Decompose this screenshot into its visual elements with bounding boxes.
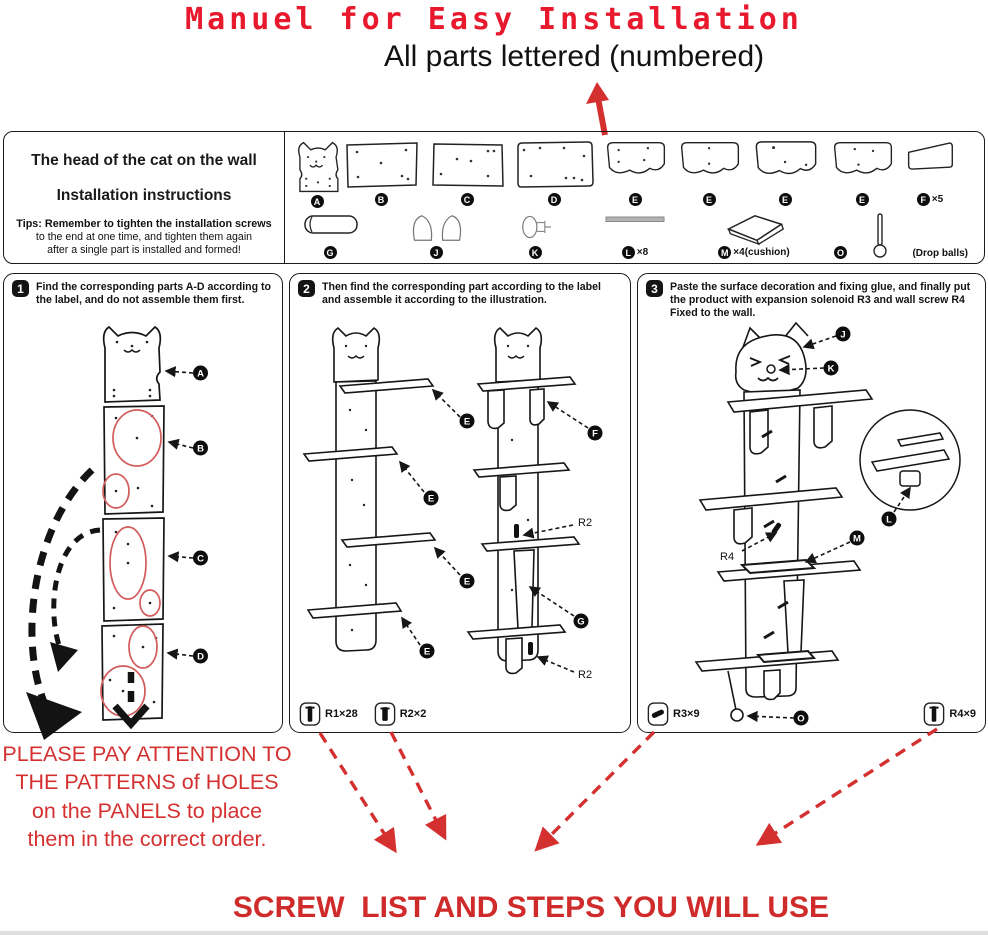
part-badge-k: K [529, 246, 542, 259]
part-badge-e4: E [856, 193, 869, 206]
drop-ball-icon [869, 212, 891, 259]
shelf-icon [678, 139, 742, 183]
step3-panel [637, 273, 986, 733]
part-label [718, 246, 789, 259]
part-badge-m: M [718, 246, 731, 259]
step1-instruction: Find the corresponding parts A-D according to the label, and do not assemble them first. [36, 281, 272, 307]
instructions-box [4, 132, 284, 263]
part-badge-l: L [622, 246, 635, 259]
label-badge-e3 [460, 574, 475, 589]
part-label [430, 246, 445, 259]
part-item-c [428, 139, 508, 206]
part-badge-g: G [324, 246, 337, 259]
step2-r2-top-label: R2 [578, 517, 593, 529]
label-badge-l [882, 512, 897, 527]
svg-text:A: A [197, 368, 204, 380]
part-label [629, 193, 644, 206]
shelf-icon [604, 139, 668, 183]
part-item-l [592, 212, 678, 259]
part-item-o [834, 212, 968, 259]
part-badge-e2: E [703, 193, 716, 206]
part-badge-e1: E [629, 193, 642, 206]
part-qty: (Drop balls) [912, 248, 968, 259]
part-label [779, 193, 794, 206]
panel-icon [430, 139, 506, 189]
label-badge-e4 [420, 644, 435, 659]
cylinder-icon [299, 212, 363, 238]
panel-icon [514, 139, 596, 189]
screw-r3-label: R3×9 [673, 708, 700, 720]
step2-illustration [290, 320, 630, 702]
instructions-heading: The head of the cat on the wall [31, 152, 257, 169]
tips-line3: after a single part is installed and formed! [47, 244, 241, 257]
svg-text:E: E [463, 416, 471, 428]
tips-line2: to the end at one time, and tighten them again [35, 231, 253, 244]
label-badge-j [836, 327, 851, 342]
part-label [548, 193, 563, 206]
step3-number-badge: 3 [646, 280, 663, 297]
label-badge-e2 [424, 491, 439, 506]
screw-glyph-bottom [528, 642, 533, 655]
part-badge-a: A [311, 195, 324, 208]
screw-r1-label: R1×28 [325, 708, 358, 720]
svg-text:E: E [427, 493, 435, 505]
part-item-e1 [602, 139, 670, 206]
shelf-icon [831, 139, 895, 183]
inset-detail [860, 410, 960, 510]
part-qty: ×5 [931, 194, 944, 205]
flat-bar-icon [602, 212, 668, 226]
label-badge-f [588, 426, 603, 441]
warning-line-2: THE PATTERNS of HOLES [15, 770, 279, 795]
label-badge-g [574, 614, 589, 629]
svg-text:F: F [592, 428, 598, 440]
svg-text:J: J [840, 329, 846, 341]
part-label [529, 246, 544, 259]
shelf-icon [752, 139, 820, 183]
part-label [375, 193, 390, 206]
warning-text [2, 740, 292, 854]
svg-text:B: B [197, 443, 204, 455]
step1-illustration [4, 320, 282, 730]
part-label [622, 246, 648, 259]
label-badge-a [193, 366, 208, 381]
part-item-e3 [750, 139, 822, 206]
cat-head-panel-icon [292, 139, 344, 195]
part-badge-o: O [834, 246, 847, 259]
svg-text:C: C [197, 553, 204, 565]
bracket-icon [904, 139, 956, 175]
parts-overview-box [3, 131, 985, 264]
step2-panel [289, 273, 631, 733]
svg-text:E: E [423, 646, 431, 658]
bottom-edge-strip [0, 931, 988, 935]
step1-panel [3, 273, 283, 733]
step1-number-badge: 1 [12, 280, 29, 297]
step2-instruction: Then find the corresponding part according to the label and assemble it according to the illustration. [322, 281, 601, 307]
svg-text:M: M [853, 533, 861, 545]
knob-icon [516, 212, 556, 242]
step2-number-badge: 2 [298, 280, 315, 297]
cat-ears-icon [405, 212, 469, 244]
right-tower [468, 328, 579, 673]
label-badge-k [824, 361, 839, 376]
warning-line-3: on the PANELS to place [31, 798, 263, 823]
part-badge-d: D [548, 193, 561, 206]
tips-line1: Tips: Remember to tighten the installation screws [16, 218, 272, 230]
label-leaders [166, 371, 193, 656]
cushion-icon [719, 212, 789, 246]
tips-text [4, 218, 284, 257]
footer-title: SCREW LIST AND STEPS YOU WILL USE [232, 891, 830, 924]
part-item-j [402, 212, 472, 259]
svg-text:K: K [827, 363, 835, 375]
small-arrowhead [50, 642, 78, 672]
svg-text:D: D [197, 651, 204, 663]
part-label [461, 193, 476, 206]
red-up-arrow-icon [583, 80, 619, 138]
part-badge-b: B [375, 193, 388, 206]
part-label [856, 193, 871, 206]
label-badge-m [850, 531, 865, 546]
step3-r4-label: R4 [720, 551, 735, 563]
part-item-e2 [676, 139, 744, 206]
label-badge-b [193, 441, 208, 456]
part-item-e4 [828, 139, 898, 206]
part-label [703, 193, 718, 206]
screw-r2-label: R2×2 [399, 708, 427, 720]
step3-instruction: Paste the surface decoration and fixing glue, and finally put the product with expansion solenoid R3 and wall screw R4 Fixed to the wall. [670, 281, 971, 320]
left-tower [304, 328, 435, 651]
part-item-m [694, 212, 814, 259]
part-qty: ×4(cushion) [733, 247, 790, 258]
part-badge-e3: E [779, 193, 792, 206]
warning-line-1: PLEASE PAY ATTENTION TO [2, 742, 292, 766]
box-divider [284, 132, 285, 263]
warning-line-4: them in the correct order. [27, 827, 267, 852]
part-badge-j: J [430, 246, 443, 259]
part-badge-c: C [461, 193, 474, 206]
svg-text:O: O [797, 713, 805, 725]
screw-r4-label: R4×9 [949, 708, 976, 720]
part-label [311, 195, 326, 208]
part-item-f [900, 139, 960, 206]
part-label [324, 246, 339, 259]
part-qty: ×8 [636, 247, 649, 258]
label-badge-c [193, 551, 208, 566]
left-tower-leaders [400, 390, 460, 645]
part-item-b [342, 139, 422, 206]
finished-tower [696, 323, 872, 699]
part-item-g [296, 212, 366, 259]
step2-r2-bottom-label: R2 [578, 669, 593, 681]
part-item-d [512, 139, 598, 206]
label-badge-e1 [460, 414, 475, 429]
svg-text:G: G [577, 616, 585, 628]
part-badge-f: F [917, 193, 930, 206]
label-badge-d [193, 649, 208, 664]
page-subtitle: All parts lettered (numbered) [384, 40, 765, 73]
page-title: Manuel for Easy Installation [185, 2, 803, 37]
svg-text:E: E [463, 576, 471, 588]
cat-nose [767, 365, 775, 373]
svg-text:L: L [886, 514, 892, 526]
parts-list [286, 132, 984, 263]
instructions-subheading: Installation instructions [56, 187, 232, 204]
part-item-k [508, 212, 564, 259]
panel-icon [344, 139, 420, 189]
part-label [917, 193, 943, 206]
screw-glyph-top [514, 524, 519, 538]
part-item-a [286, 139, 350, 206]
